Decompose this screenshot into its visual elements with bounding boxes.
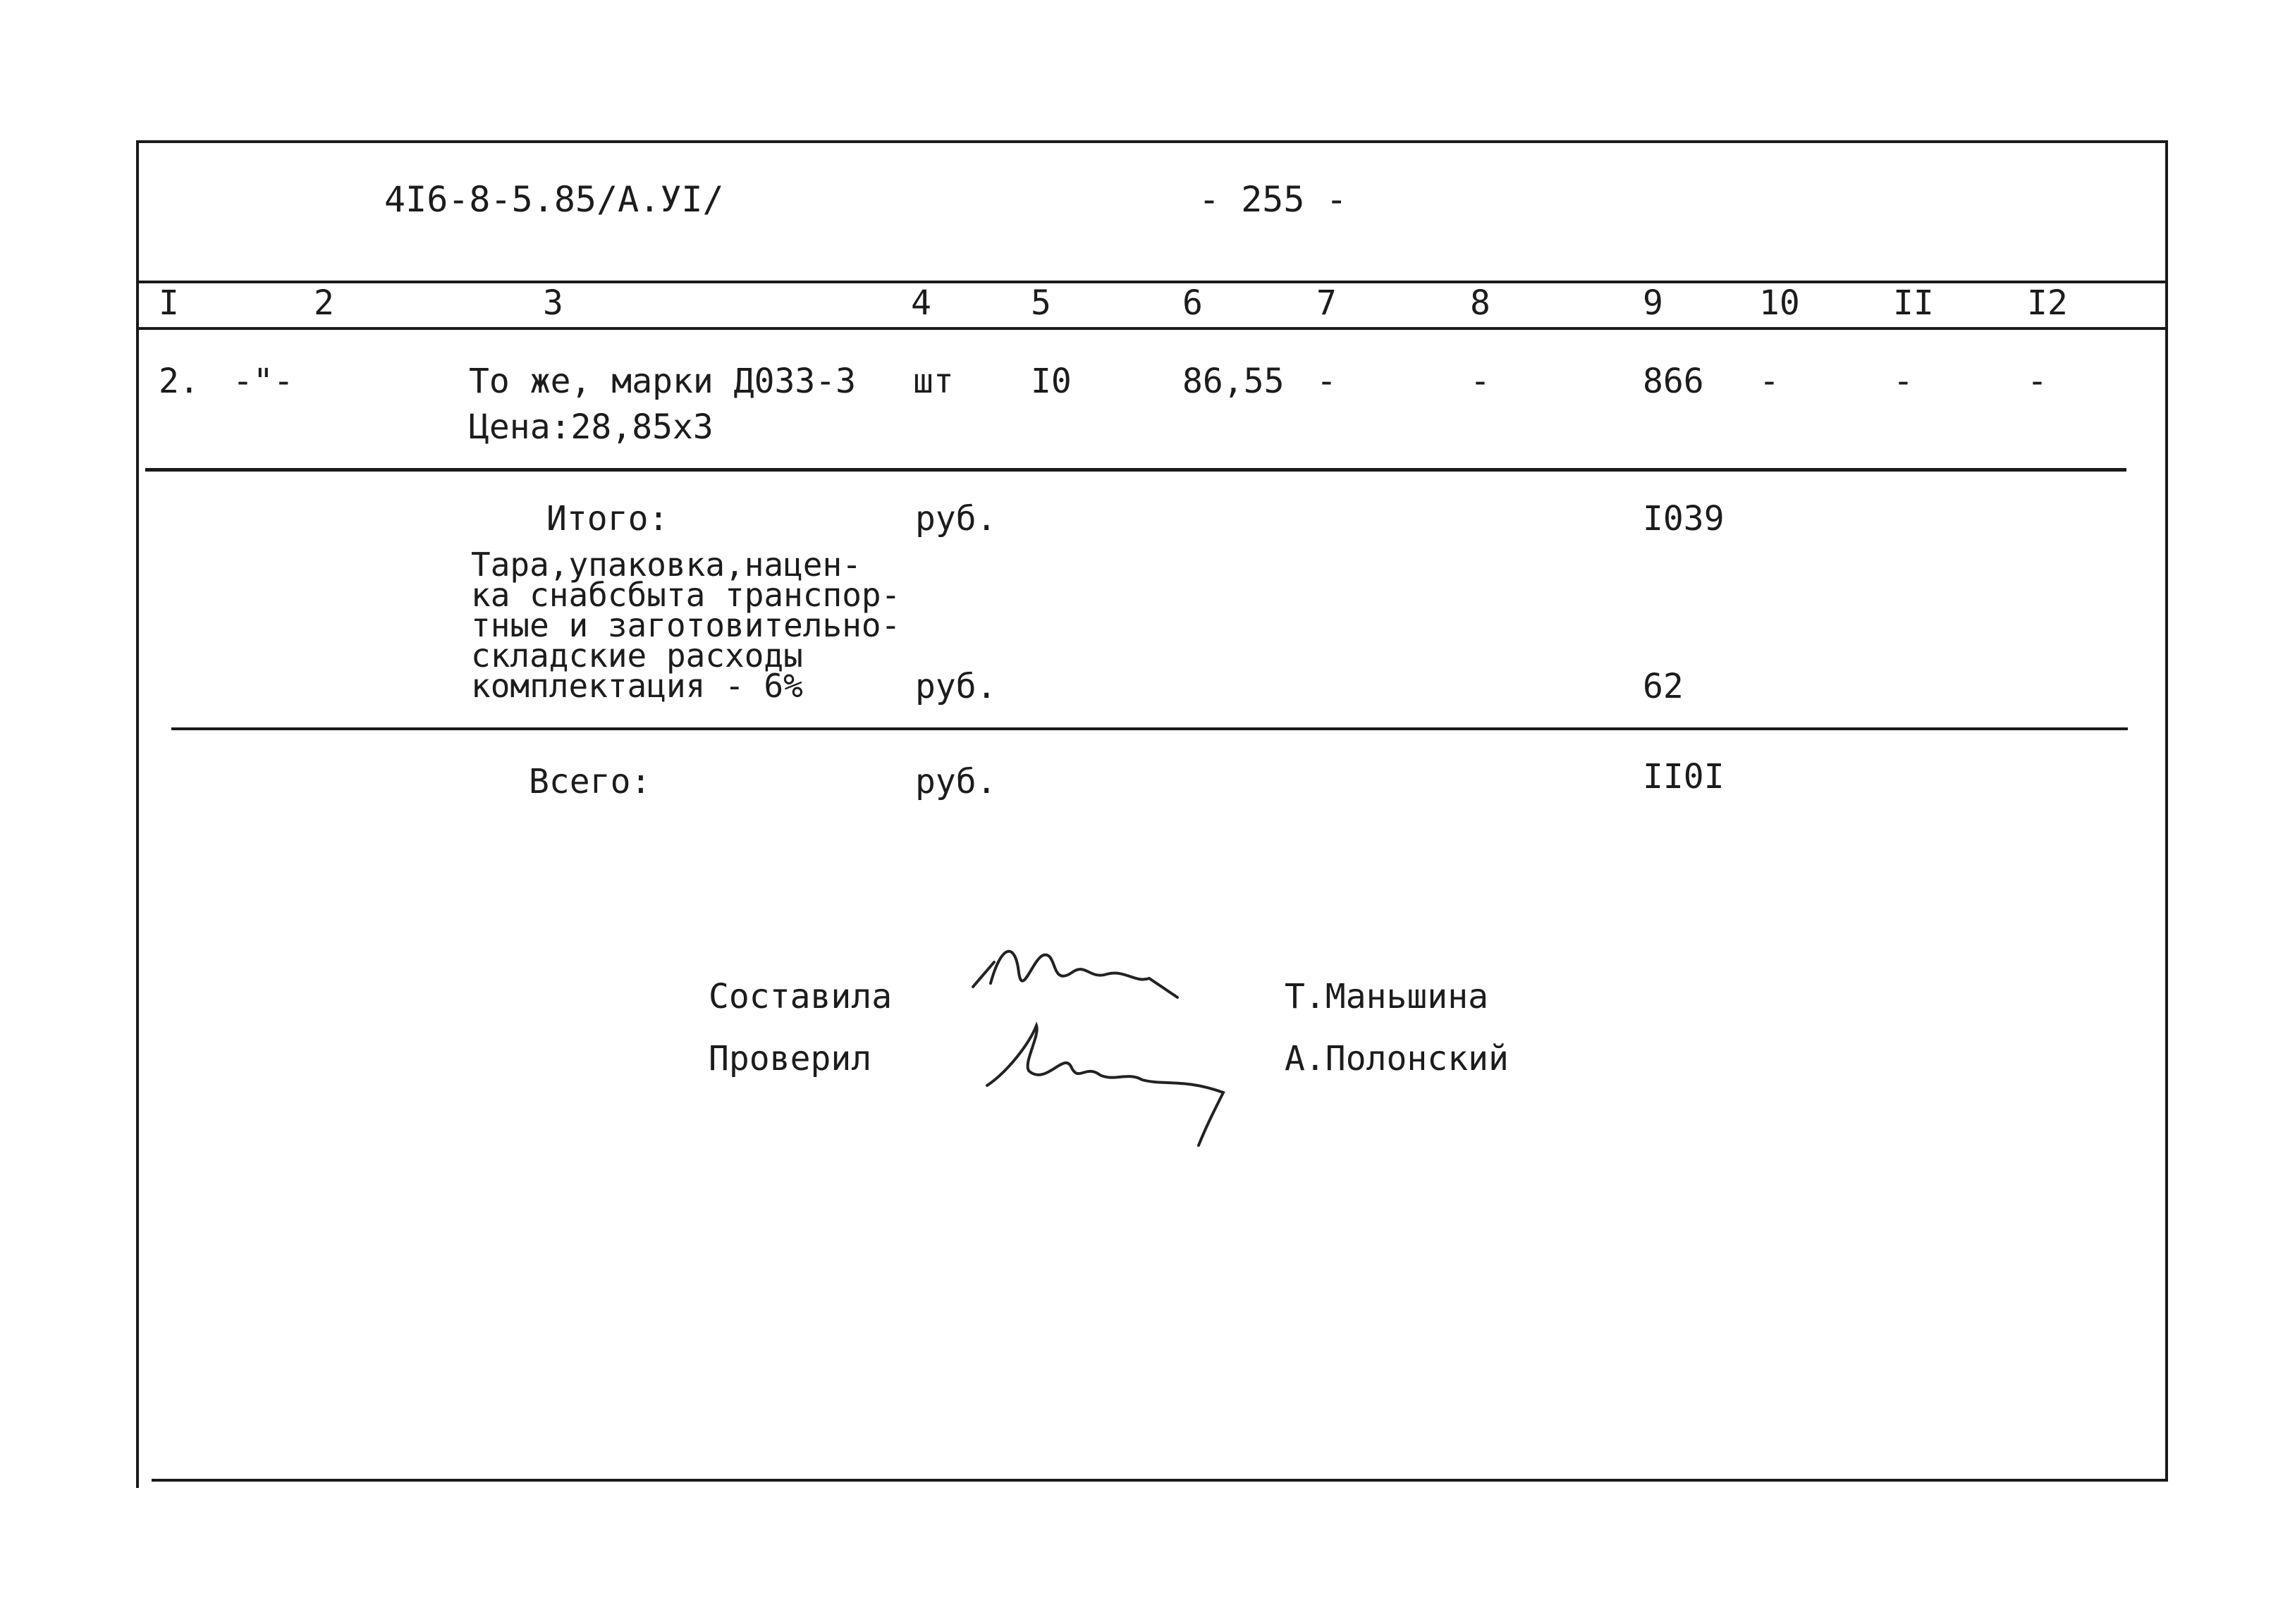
compiled-by-name: Т.Маньшина <box>1285 977 1488 1016</box>
total-value: II0I <box>1643 757 1725 796</box>
compiled-by-label: Составила <box>709 977 893 1016</box>
column-number: II <box>1893 283 1934 323</box>
row-description: То же, марки Д033-3 <box>469 362 857 401</box>
subtotal-unit: руб. <box>915 499 997 539</box>
frame-top-border <box>136 140 2168 143</box>
row-col7: - <box>1316 362 1337 401</box>
row-col12: - <box>2027 362 2047 401</box>
row-unit: шт <box>913 362 954 401</box>
checked-by-label: Проверил <box>709 1039 872 1078</box>
row-col8: - <box>1470 362 1490 401</box>
column-number: 9 <box>1643 283 1663 323</box>
column-number: 10 <box>1759 283 1800 323</box>
total-unit: руб. <box>915 762 997 801</box>
column-number: 2 <box>314 283 334 323</box>
checked-signature <box>980 1015 1234 1156</box>
column-number: 4 <box>911 283 931 323</box>
overhead-description-line: комплектация - 6% <box>471 667 803 705</box>
row-price-formula: Цена:28,85х3 <box>469 407 714 447</box>
row-unit-price: 86,55 <box>1182 362 1285 401</box>
row-number: 2. <box>159 362 200 401</box>
frame-left-border <box>136 140 139 1488</box>
frame-right-border <box>2165 140 2168 1482</box>
column-number: 8 <box>1470 283 1490 323</box>
overhead-unit: руб. <box>915 667 997 706</box>
column-number: 3 <box>543 283 563 323</box>
checked-by-name: А.Полонский <box>1285 1039 1509 1078</box>
total-label: Всего: <box>529 762 651 801</box>
frame-bottom-border <box>152 1479 2168 1482</box>
column-number: 6 <box>1182 283 1203 323</box>
overhead-value: 62 <box>1643 667 1684 706</box>
header-rule-top <box>139 281 2165 283</box>
subtotal-label: Итого: <box>546 499 669 539</box>
overhead-description-line: тные и заготовительно- <box>471 606 901 644</box>
row-code: -"- <box>233 362 294 401</box>
document-code: 4I6-8-5.85/А.УI/ <box>384 179 724 220</box>
header-rule-bottom <box>139 327 2165 330</box>
row-col10: - <box>1759 362 1780 401</box>
overhead-description-line: складские расходы <box>471 636 803 675</box>
row-separator <box>145 468 2126 472</box>
row-amount: 866 <box>1643 362 1704 401</box>
column-number: 7 <box>1316 283 1337 323</box>
column-number: 5 <box>1031 283 1051 323</box>
subtotal-value: I039 <box>1643 499 1725 539</box>
column-number: I2 <box>2027 283 2068 323</box>
total-separator <box>171 727 2128 730</box>
column-number: I <box>159 283 179 323</box>
row-quantity: I0 <box>1031 362 1072 401</box>
overhead-description-line: ка снабсбыта транспор- <box>471 576 901 614</box>
overhead-description-line: Тара,упаковка,нацен- <box>471 546 862 584</box>
page-number: - 255 - <box>1199 179 1347 220</box>
row-col11: - <box>1893 362 1914 401</box>
